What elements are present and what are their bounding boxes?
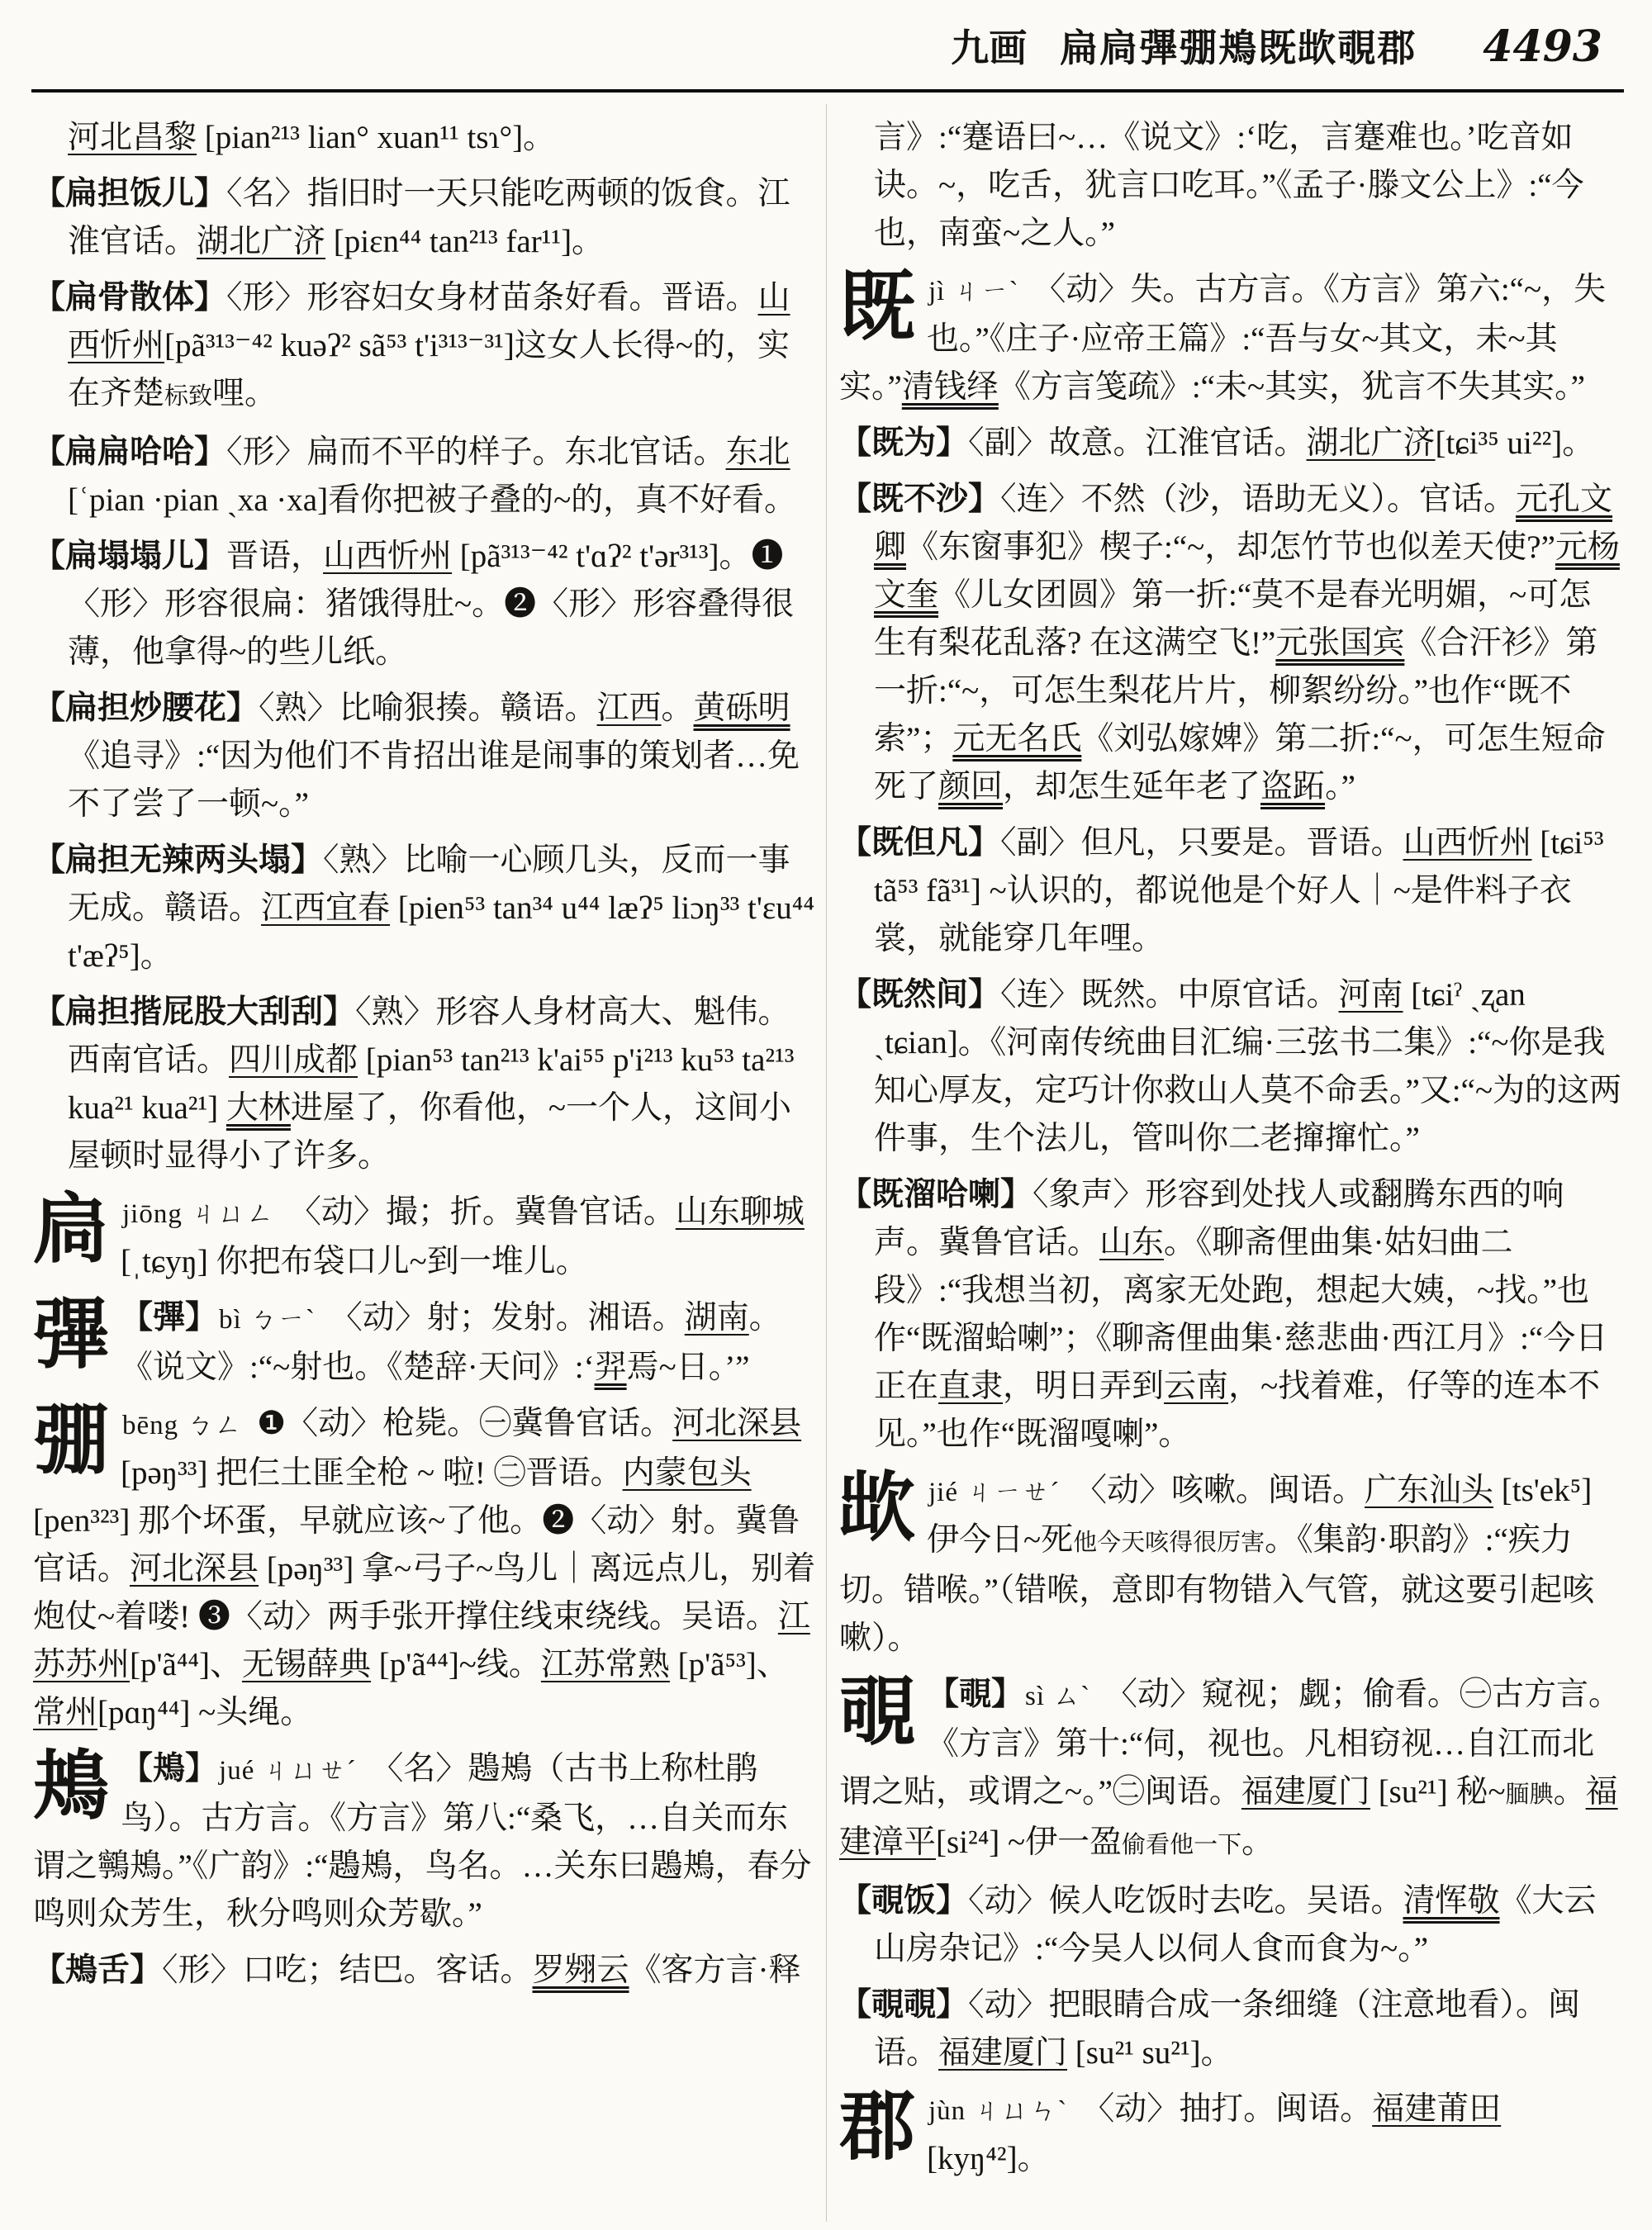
entry-headword: 【鴂舌】 (33, 1952, 163, 1988)
entry-headword: 【覗饭】 (839, 1883, 969, 1919)
entry-variant-form: 【鴂】 (121, 1751, 218, 1786)
entry-pronunciation: jì ㄐㄧˋ (928, 277, 1019, 306)
dictionary-entry (33, 1947, 816, 1995)
entry-pronunciation: bēng ㄅㄥ (122, 1411, 243, 1440)
entry-variant-form: 【彃】 (121, 1300, 218, 1336)
dictionary-entry (33, 1294, 816, 1392)
dictionary-entry (33, 274, 816, 420)
headword-character: 彃 (33, 1293, 110, 1378)
entry-headword: 【既溜哈喇】 (839, 1177, 1033, 1212)
dictionary-entry (33, 429, 816, 524)
entry-body: 〈形〉扁而不平的样子。东北官话。东北[ʿpian ·pian ˎxa ·xa]看你把被子叠的~的，真不好看。 (68, 434, 797, 518)
dictionary-entry (839, 420, 1622, 467)
entry-body: 〈名〉指旧时一天只能吃两顿的饭食。江淮官话。湖北广济 [piɛn⁴⁴ tan²¹³ far¹¹]。 (68, 176, 790, 259)
headword-character: 既 (839, 265, 916, 349)
dictionary-entry (33, 989, 816, 1180)
entry-body: 〈连〉既然。中原官话。河南 [tɕiˀ ˎʐan ˎtɕian]。《河南传统曲目汇编·三弦书二集》:“~你是我知心厚友，定巧计你救山人莫不命丢。”又:“~为的这两件事，生个法儿，管叫你二老撺撺忙。” (874, 977, 1622, 1156)
dictionary-entry (33, 170, 816, 266)
dictionary-entry (839, 1171, 1622, 1459)
entry-headword: 【既不沙】 (839, 482, 1001, 517)
entry-body: 言》:“蹇语曰~…《说文》:‘吃，言蹇难也。’吃音如诀。~，吃舌，犹言口吃耳。”《孟子·滕文公上》:“今也，南蛮~之人。” (874, 120, 1584, 251)
dictionary-entry (839, 1467, 1622, 1663)
entry-body: 〈副〉故意。江淮官话。湖北广济[tɕi³⁵ ui²²]。 (968, 425, 1595, 461)
entry-headword: 【扁扁哈哈】 (33, 434, 227, 470)
entry-body: 〈名〉鶗鴂（古书上称杜鹃鸟）。古方言。《方言》第八:“桑飞，…自关而东谓之鸋鴂。”《广韵》:“鶗鴂，鸟名。…关东曰鶗鴂，春分鸣则众芳生，秋分鸣则众芳歇。” (33, 1751, 812, 1932)
inline-gloss: 偷看他一下 (1122, 1832, 1242, 1858)
entry-body: 〈熟〉比喻狠揍。赣语。江西。黄砾明《追寻》:“因为他们不肯招出谁是闹事的策划者…免不了尝了一顿~。” (68, 690, 800, 822)
entry-pronunciation: jùn ㄐㄩㄣˋ (928, 2096, 1068, 2126)
column-divider (826, 104, 827, 2222)
dictionary-entry (33, 1189, 816, 1286)
entry-body: 〈形〉口吃；结巴。客话。罗翙云《客方言·释 (162, 1952, 801, 1988)
page-header (33, 23, 1602, 81)
entry-headword: 【既但凡】 (839, 825, 1001, 861)
dictionary-entry (839, 476, 1622, 811)
dictionary-entry (839, 2085, 1622, 2183)
entry-body: 〈象声〉形容到处找人或翻腾东西的响声。冀鲁官话。山东。《聊斋俚曲集·姑妇曲二段》:“我想当初，离家无处跑，想起大姨，~找。”也作“既溜蛤喇”；《聊斋俚曲集·慈悲曲·西江月》:“今日正在直隶，明日弄到云南，~找着难，仔等的连本不见。”也作“既溜嘎喇”。 (874, 1177, 1608, 1452)
entry-headword: 【覗覗】 (839, 1987, 969, 2023)
entry-body: 〈熟〉形容人身材高大、魁伟。西南官话。四川成都 [pian⁵³ tan²¹³ k'ai⁵⁵ p'i²¹³ ku⁵³ ta²¹³ kua²¹ kua²¹] 大林进屋了，你看他，~一个人，这间小屋顿时显得小了许多。 (68, 994, 795, 1174)
entry-headword: 【扁骨散体】 (33, 280, 227, 316)
entry-body: 〈动〉射；发射。湘语。湖南。《说文》:“~射也。《楚辞·天问》:‘羿焉~日。’” (121, 1300, 781, 1385)
headword-character: 弸 (33, 1399, 110, 1483)
entry-headword: 【扁担饭儿】 (33, 176, 227, 211)
entry-headword: 【扁担炒腰花】 (33, 690, 259, 726)
headword-character: 欪 (839, 1466, 916, 1550)
dictionary-entry (839, 266, 1622, 411)
headword-character: 鴂 (33, 1744, 110, 1829)
entry-body: 〈副〉但凡，只要是。晋语。山西忻州 [tɕi⁵³ tã⁵³ fã³¹] ~认识的，都说他是个好人｜~是件料子衣裳，就能穿几年哩。 (874, 825, 1604, 956)
entry-headword: 【既然间】 (839, 977, 1001, 1013)
headword-character: 覗 (839, 1670, 916, 1754)
dictionary-entry (33, 1745, 816, 1938)
entry-body: 〈动〉抽打。闽语。福建莆田[kyŋ⁴²]。 (927, 2091, 1502, 2176)
entry-body: ❶〈动〉枪毙。㊀冀鲁官话。河北深县[pəŋ³³] 把仨土匪全枪 ~ 啦! ㊁晋语。内蒙包头[pen³²³] 那个坏蛋，早就应该~了他。❷〈动〉射。冀鲁官话。河北深县 [pəŋ³³] 拿~弓子~鸟儿｜离远点儿，别着炮仗~着喽! ❸〈动〉两手张开撑住线束绕线。吴语。江苏苏州[p'ã⁴⁴]、无锡薛典 [p'ã⁴⁴]~线。江苏常熟 [p'ã⁵³]、常州[pɑŋ⁴⁴] ~头绳。 (33, 1406, 816, 1730)
dictionary-entry (839, 1877, 1622, 1973)
entry-body: 〈形〉形容妇女身材苗条好看。晋语。山西忻州[pã³¹³⁻⁴² kuəʔ² sã⁵³ t'i³¹³⁻³¹]这女人长得~的，实在齐楚标致哩。 (68, 280, 790, 411)
headword-character: 郡 (839, 2085, 916, 2169)
entry-pronunciation: jué ㄐㄩㄝˊ (219, 1756, 357, 1786)
dictionary-entry (839, 971, 1622, 1163)
entry-pronunciation: jiōng ㄐㄩㄥ (122, 1199, 275, 1229)
entry-body: 河北昌黎 [pian²¹³ lian° xuan¹¹ tsɿ°]。 (68, 120, 556, 155)
header-character-list: 扁扃彃弸鴂既欪覗郡 (1060, 27, 1417, 69)
entry-body: 〈动〉咳嗽。闽语。广东汕头 [ts'ek⁵] 伊今日~死他今天咳得很厉害。《集韵·职韵》:“疾力切。错喉。”（错喉，意即有物错入气管，就这要引起咳嗽）。 (839, 1473, 1595, 1656)
entry-headword: 【扁担揩屁股大刮刮】 (33, 994, 356, 1030)
entry-pronunciation: bì ㄅㄧˋ (219, 1305, 316, 1335)
left-column (33, 114, 816, 2003)
entry-body: 〈动〉失。古方言。《方言》第六:“~，失也。”《庄子·应帝王篇》:“吾与女~其文，未~其实。”清钱绎《方言笺疏》:“未~其实，犹言不失其实。” (839, 272, 1607, 405)
dictionary-entry (839, 819, 1622, 963)
entry-pronunciation: sì ㄙˋ (1025, 1682, 1091, 1711)
entry-headword: 【既为】 (839, 425, 969, 461)
entry-body: 〈连〉不然（沙，语助无义）。官话。元孔文卿《东窗事犯》楔子:“~，却怎竹节也似差天使?”元杨文奎《儿女团圆》第一折:“莫不是春光明媚，~可怎生有梨花乱落? 在这满空飞!”元张国宾《合汗衫》第一折:“~，可怎生梨花片片，柳絮纷纷。”也作“既不索”；元无名氏《刘弘嫁婢》第二折:“~，可怎生短命死了颜回，却怎生延年老了盗跖。” (874, 482, 1620, 804)
dictionary-entry (33, 685, 816, 828)
entry-body: 晋语，山西忻州 [pã³¹³⁻⁴² t'ɑʔ² t'ər³¹³]。❶〈形〉形容很扁：猪饿得肚~。❷〈形〉形容叠得很薄，他拿得~的些儿纸。 (68, 539, 795, 670)
page-number: 4493 (1483, 21, 1602, 72)
right-column (839, 114, 1622, 2191)
entry-pronunciation: jié ㄐㄧㄝˊ (928, 1478, 1061, 1507)
dictionary-entry (839, 1671, 1622, 1869)
inline-gloss: 他今天咳得很厉害 (1073, 1530, 1265, 1556)
dictionary-entry (33, 533, 816, 676)
dictionary-entry (839, 1981, 1622, 2077)
inline-gloss: 标致 (164, 383, 213, 410)
stroke-section-label: 九画 (951, 27, 1028, 69)
header-rule (31, 89, 1624, 93)
dictionary-entry (33, 114, 816, 162)
dictionary-entry (33, 1400, 816, 1737)
entry-body: 〈动〉窥视；觑；偷看。㊀古方言。《方言》第十:“伺，视也。凡相窃视…自江而北谓之贴，或谓之~。”㊁闽语。福建厦门 [su²¹] 秘~腼腆。福建漳平[si²⁴] ~伊一盈偷看他一下。 (839, 1677, 1621, 1860)
dictionary-entry (33, 837, 816, 980)
entry-headword: 【扁塌塌儿】 (33, 539, 227, 574)
dictionary-entry (839, 114, 1622, 258)
inline-gloss: 腼腆 (1505, 1782, 1554, 1808)
entry-headword: 【扁担无辣两头塌】 (33, 842, 324, 878)
entry-body: 〈动〉撮；折。冀鲁官话。山东聊城[ˌtɕyŋ] 你把布袋口儿~到一堆儿。 (121, 1194, 805, 1279)
entry-body: 〈动〉把眼睛合成一条细缝（注意地看）。闽语。福建厦门 [su²¹ su²¹]。 (874, 1987, 1581, 2071)
headword-character: 扃 (33, 1188, 110, 1272)
entry-body: 〈熟〉比喻一心顾几头，反而一事无成。赣语。江西宜春 [pien⁵³ tan³⁴ u⁴⁴ læʔ⁵ liɔŋ³³ t'ɛu⁴⁴ t'æʔ⁵]。 (68, 842, 814, 974)
entry-body: 〈动〉候人吃饭时去吃。吴语。清恽敬《大云山房杂记》:“今吴人以伺人食而食为~。” (874, 1883, 1597, 1967)
entry-variant-form: 【覗】 (927, 1677, 1024, 1712)
